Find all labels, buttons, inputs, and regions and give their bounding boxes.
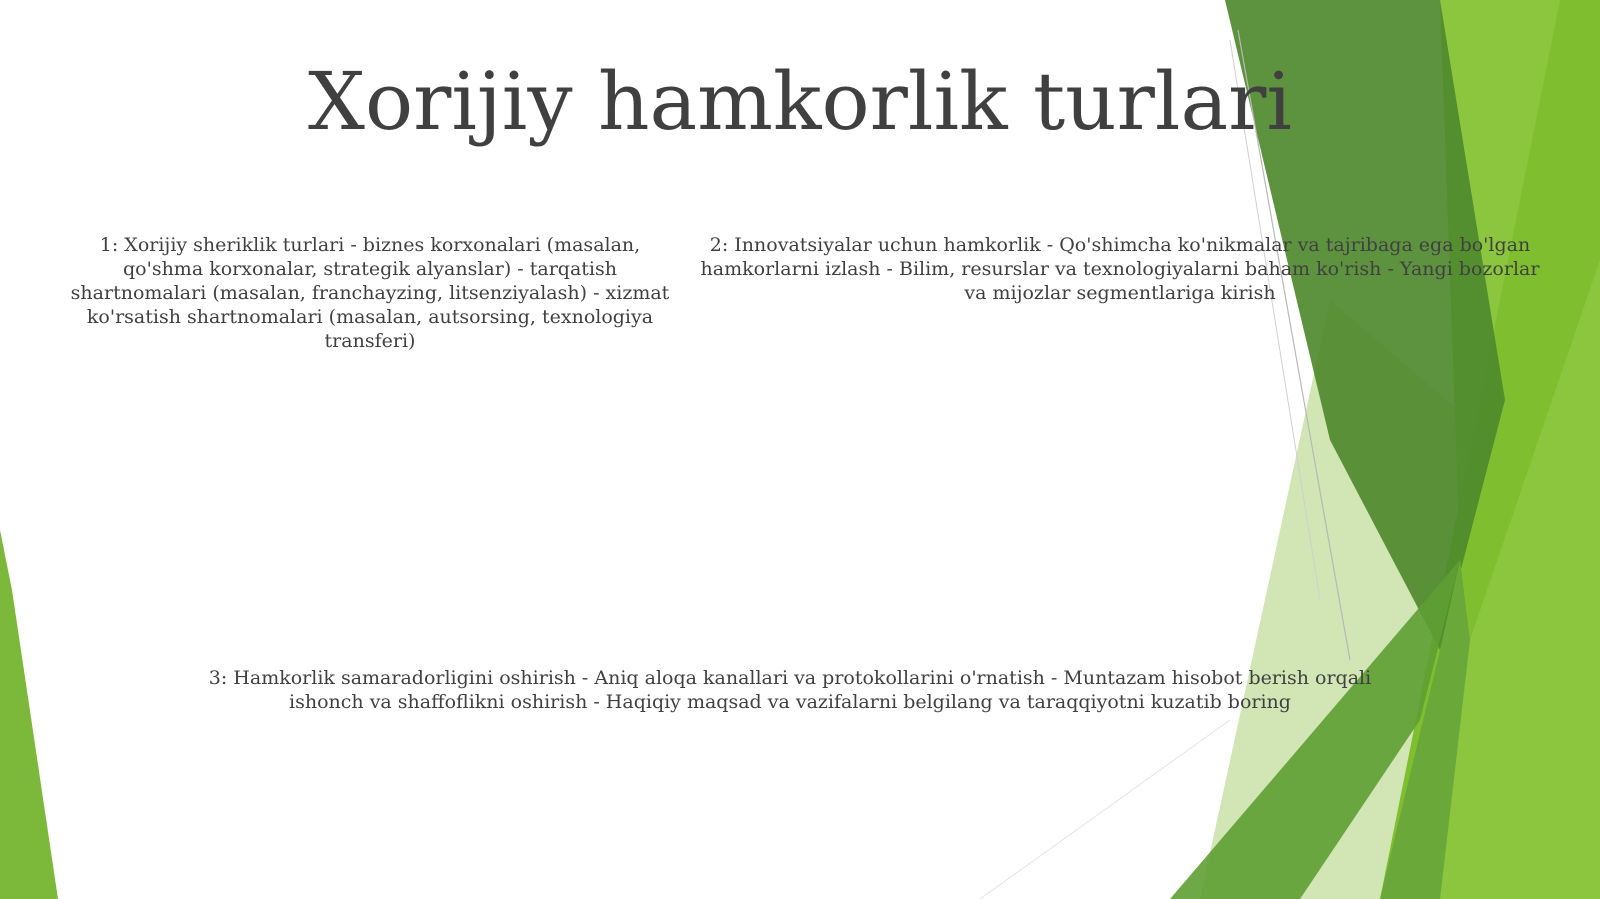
left-green-facet	[0, 530, 58, 899]
point-3-text: 3: Hamkorlik samaradorligini oshirish - Aniq aloqa kanallari va protokollarini o'rnatish - Muntazam hisobot berish orqali ishonch va shaffoflikni oshirish - Haqiqiy maqsad va vazifalarni belgilang va taraqqiyotni kuzatib boring	[208, 667, 1372, 713]
thin-line-3	[980, 720, 1230, 899]
point-1-text: 1: Xorijiy sheriklik turlari - biznes korxonalari (masalan, qo'shma korxonalar, strategik alyanslar) - tarqatish shartnomalari (masalan, franchayzing, litsenziyalash) - xizmat ko'rsatish shartnomalari (masalan, autsorsing, texnologiya transferi)	[70, 234, 670, 352]
slide-title: Xorijiy hamkorlik turlari	[307, 55, 1293, 148]
point-2-text: 2: Innovatsiyalar uchun hamkorlik - Qo'shimcha ko'nikmalar va tajribaga ega bo'lgan hamkorlarni izlash - Bilim, resurslar va texnologiyalarni baham ko'rish - Yangi bozorlar va mijozlar segmentlariga kirish	[700, 234, 1540, 304]
